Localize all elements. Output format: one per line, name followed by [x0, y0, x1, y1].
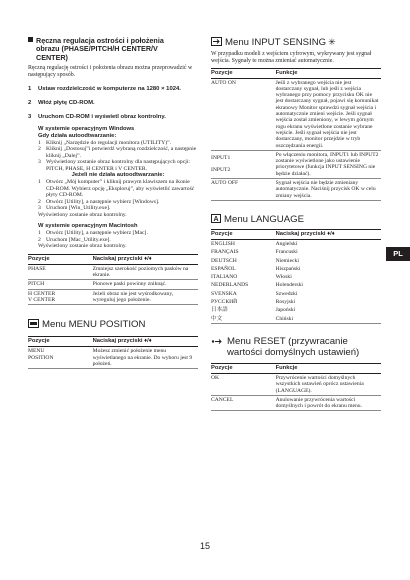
mac-instructions: W systemie operacyjnym Macintosh 1 Otwórz [Utility], a następnie wybierz [Mac]. 2 Uruchom [Mac_Utility.exe]. Wyświetlony zostanie obraz kontrolny. — [38, 223, 198, 250]
table-row: H CENTER V CENTER Jeżeli obraz nie jest wyśrodkowany, wyreguluj jego położenie. — [28, 289, 198, 305]
list-item: 2 Kliknij „Dostosuj”i potwierdź wybraną rozdzielczość, a następnie kliknij „Dalej”. — [38, 146, 197, 159]
reset-heading: Menu RESET (przywracanie wartości domyślnych ustawień) — [211, 336, 381, 358]
table-row: 日本語 Japoński — [211, 307, 296, 314]
list-item: 3 Uruchom [Win_Utility.exe]. — [38, 205, 111, 212]
table-row: РУССКИЙ Rosyjski — [211, 299, 296, 306]
table-row: NEDERLANDS Holenderski — [211, 282, 303, 289]
step-1: 1 Ustaw rozdzielczość w komputerze na 1280 × 1024. — [28, 85, 181, 92]
step-3: 3 Uruchom CD-ROM i wyświetl obraz kontrolny. — [28, 113, 166, 120]
list-item: 1 Otwórz [Utility], a następnie wybierz [Mac]. — [38, 230, 148, 237]
table-row: FRANÇAIS Francuski — [211, 249, 298, 256]
input-sensing-heading: Menu INPUT SENSING ✳ — [211, 37, 381, 48]
table-row: MENU POSITION Możesz zmienić położenie menu wyświetlanego na ekranie. Do wyboru jest 9 położeń. — [28, 347, 198, 369]
section-intro: Ręczną regulację ostrości i położenia obrazu można przeprowadzić w następujący sposób. — [28, 65, 193, 79]
step-2: 2 Włóż płytę CD-ROM. — [28, 99, 95, 106]
table-row: 中文 Chiński — [211, 315, 381, 324]
table-row: AUTO ON Jeśli z wybranego wejścia nie jest dostarczany sygnał, lub jeśli z wejścia wybranego przy pomocy przycisku OK nie jest dostarczany sygnał, pojawi się komunikat ekranowy Monitor sprawdzi sygnał wejścia i automatycznie zmieni wejście. Jeśli sygnał wejścia został zmieniony, w lewym górnym rogu ekranu wyświetlone zostanie wybrane wejście. Jeśli sygnał wejścia nie jest dostarczany, monitor przejdzie w tryb oszczędzania energii. — [211, 78, 381, 150]
language-tab: PL — [386, 247, 410, 261]
phase-pitch-table: Pozycje Naciskaj przyciski ♦/♦ PHASE Zmniejsz szerokość poziomych pasków na ekranie. PITCH Pionowe paski powinny zniknąć. H CENTER V CENTER Jeżeli obraz nie jest wyśrodkowany, wyreguluj jego położenie. — [28, 254, 198, 305]
language-table: Pozycje Naciskaj przyciski ♦/♦ ENGLISH Angielski FRANÇAIS Francuski DEUTSCH Niemiecki ESPAÑOL Hiszpański ITALIANO Włoski NEDERLANDS Holenderski SVENSKA Szwedzki РУССКИЙ Rosyjski 日本語 Japoński 中文 Chiński — [211, 229, 381, 324]
reset-table: Pozycje Funkcje OK Przywrócenie wartości domyślnych wszystkich ustawień oprócz ustawienia (LANGUAGE). CANCEL Anulowanie przywrócenia wartości domyślnych i powrót do ekranu menu. — [211, 363, 381, 411]
input-sensing-table: Pozycje Funkcje AUTO ON Jeśli z wybranego wejścia nie jest dostarczany sygnał, lub jeśli z wejścia wybranego przy pomocy przycisku OK nie jest dostarczany sygnał, pojawi się komunikat ekranowy Monitor sprawdzi sygnał wejścia i automatycznie zmieni wejście. Jeśli sygnał wejścia został zmieniony, w lewym górnym rogu ekranu wyświetlone zostanie wybrane wejście. Jeśli sygnał wejścia nie jest dostarczany, monitor przejdzie w tryb oszczędzania energii. INPUT1 INPUT2 Po włączeniu monitora, INPUT1 lub INPUT2 zostanie wyświetlone jako ustawienie priorytetowe (funkcja INPUT SENSING nie będzie działać). AUTO OFF Sygnał wejścia nie będzie zmieniany automatycznie. Naciśnij przycisk OK w celu zmiany wejścia. — [211, 68, 381, 201]
table-row: CANCEL Anulowanie przywrócenia wartości domyślnych i powrót do ekranu menu. — [211, 395, 381, 411]
menu-position-table: Pozycje Naciskaj przyciski ♦/♦ MENU POSITION Możesz zmienić położenie menu wyświetlanego na ekranie. Do wyboru jest 9 położeń. — [28, 336, 198, 369]
table-row: DEUTSCH Niemiecki — [211, 257, 299, 264]
left-column — [28, 37, 198, 369]
table-row: PHASE Zmniejsz szerokość poziomych pasków na ekranie. — [28, 264, 198, 280]
table-row: ENGLISH Angielski — [211, 240, 298, 247]
windows-instructions: W systemie operacyjnym Windows Gdy działa autoodtwarzanie: 1 Kliknij „Narzędzie do regulacji monitora (UTILITY)”. 2 Kliknij „Dostosuj”i potwierdź wybraną rozdzielczość, a następnie kliknij „Dalej”. 3 Wyświetlony zostanie obraz kontrolny dla następujących opcji: PITCH, PHASE, H CENTER i V CENTER. Jeżeli nie działa autoodtwarzanie: 1 Otwórz „Mój komputer” i kliknij prawym klawiszem na ikonie CD-ROM. Wybierz opcję „Eksploruj”, aby wyświetlić zawartość płyty CD-ROM. 2 Otwórz [Utility], a następnie wybierz [Windows]. 3 Uruchom [Win_Utility.exe]. Wyświetlony zostanie obraz kontrolny. — [38, 125, 197, 218]
sensing-star-icon: ✳ — [328, 37, 336, 47]
section-title-manual-adjust: Ręczna regulacja ostrości i położenia obrazu (PHASE/PITCH/H CENTER/V CENTER) — [28, 37, 198, 62]
list-item: 2 Uruchom [Mac_Utility.exe]. — [38, 236, 111, 243]
language-icon — [211, 214, 221, 225]
table-row: ESPAÑOL Hiszpański — [211, 265, 301, 272]
table-row: SVENSKA Szwedzki — [211, 290, 298, 297]
right-column: Menu INPUT SENSING ✳ W przypadku modeli z wejściem cyfrowym, wykrywany jest sygnał wejścia. Sygnały te można zmieniać automatycznie. Pozycje Funkcje AUTO ON Jeśli z wybranego wejścia nie jest dostarczany sygnał, lub jeśli z wejścia wybranego przy pomocy przycisku OK nie jest dostarczany sygnał, pojawi się komunikat ekranowy Monitor sprawdzi sygnał wejścia i automatycznie zmieni wejście. Jeśli sygnał wejścia został zmieniony, w lewym górnym rogu ekranu wyświetlone zostanie wybrane wejście. Jeśli sygnał wejścia nie jest dostarczany, monitor przejdzie w tryb oszczędzania energii. INPUT1 INPUT2 Po włączeniu monitora, INPUT1 lub INPUT2 zostanie wyświetlone jako ustawienie priorytetowe (funkcja INPUT SENSING nie będzie działać). AUTO OFF Sygnał wejścia nie będzie zmieniany automatycznie. Naciśnij przycisk OK w celu zmiany wejścia. A Menu LANGUAGE Pozycje Naciskaj przyciski ♦/♦ ENGLISH Angielski FRANÇAIS Francuski DEUTSCH Niemiecki ESPAÑOL Hiszpański ITALIANO Włoski NEDERLANDS Holenderski SVENSKA Szwedzki РУССКИЙ Rosyjski 日本語 Japoński 中文 Chiński Menu RESET (przywracanie wartości domyślnych ustawień) Pozycje Funkcje OK Przywrócenie wartości domyślnych wszystkich ustawień oprócz ustawienia (LANGUAGE). CANCEL Anulowanie przywrócenia wartości domyślnych i powrót do ekranu menu. — [211, 37, 381, 411]
table-row: AUTO OFF Sygnał wejścia nie będzie zmieniany automatycznie. Naciśnij przycisk OK w celu zmiany wejścia. — [211, 179, 381, 201]
input-sensing-icon — [211, 37, 222, 48]
list-item: 1 Otwórz „Mój komputer” i kliknij prawym klawiszem na ikonie CD-ROM. Wybierz opcję „Eksploruj”, aby wyświetlić zawartość płyty CD-ROM. — [38, 179, 195, 199]
bullet-square-icon — [28, 37, 33, 42]
table-row: INPUT1 INPUT2 Po włączeniu monitora, INPUT1 lub INPUT2 zostanie wyświetlone jako ustawienie priorytetowe (funkcja INPUT SENSING nie będzie działać). — [211, 150, 381, 178]
reset-icon — [211, 337, 224, 348]
table-row: ITALIANO Włoski — [211, 274, 292, 281]
menu-position-icon — [28, 319, 39, 330]
page-number: 15 — [199, 541, 210, 551]
list-item: 3 Wyświetlony zostanie obraz kontrolny dla następujących opcji: PITCH, PHASE, H CENTER i V CENTER. — [38, 159, 191, 172]
table-row: OK Przywrócenie wartości domyślnych wszystkich ustawień oprócz ustawienia (LANGUAGE). — [211, 373, 381, 395]
menu-position-heading: Menu MENU POSITION — [28, 319, 198, 330]
list-item: 2 Otwórz [Utility], a następnie wybierz [Windows]. — [38, 198, 160, 205]
svg-text:A: A — [213, 216, 219, 223]
table-row: PITCH Pionowe paski powinny zniknąć. — [28, 280, 198, 289]
list-item: 1 Kliknij „Narzędzie do regulacji monitora (UTILITY)”. — [38, 139, 172, 146]
language-heading: A Menu LANGUAGE — [211, 214, 381, 225]
